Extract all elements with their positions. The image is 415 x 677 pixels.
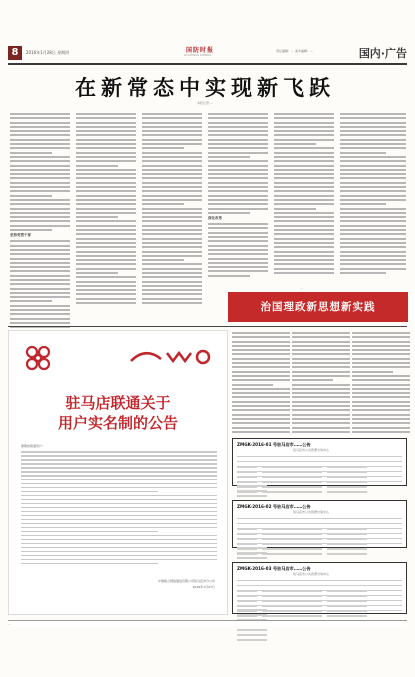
article-byline: 本报记者 … <box>197 101 213 105</box>
ad-body <box>21 451 217 567</box>
article-column-3 <box>142 113 202 306</box>
section-divider <box>8 326 407 327</box>
lower-article-column-2 <box>292 332 350 435</box>
article-column-5 <box>274 113 334 276</box>
article-column-1 <box>10 113 70 343</box>
page-footer: … <box>8 620 407 627</box>
lower-article-column-3 <box>352 332 410 435</box>
lower-article-column-1 <box>232 332 290 435</box>
main-headline: 在新常态中实现新飞跃 <box>75 76 335 100</box>
tender-notice-subtitle: 驻马店市公共资源交易中心 <box>293 448 330 452</box>
header-rule <box>8 63 407 65</box>
tender-notice-title: ZMGK-2016-03 号驻马店市……公告 <box>237 566 311 571</box>
ad-greeting: 尊敬的联通用户： <box>21 444 46 448</box>
page-number: 8 <box>8 46 22 60</box>
tender-notice-title: ZMGK-2016-01 号驻马店市……公告 <box>237 442 311 447</box>
unicom-advertisement <box>8 330 228 615</box>
tender-notice <box>232 562 407 614</box>
ad-title <box>19 393 217 433</box>
masthead-en: GUOFANG SHIBAO <box>184 53 212 57</box>
article-subhead-2: 深化改革 <box>208 216 222 221</box>
section-banner: 治国理政新思想新实践 <box>228 292 408 322</box>
tender-notice-subtitle: 驻马店市公共资源交易中心 <box>293 572 330 576</box>
header-editors: 责任编辑：… 美术编辑：… <box>276 49 313 53</box>
article-subhead: 坚持党管干部 <box>10 233 31 238</box>
tender-notice-subtitle: 驻马店市公共资源交易中心 <box>293 510 330 514</box>
unicom-logo-icon <box>21 341 55 375</box>
tender-notice <box>232 438 407 486</box>
ad-title-line-2: 用户实名制的公告 <box>57 414 178 432</box>
article-column-4 <box>208 113 268 279</box>
wo-brand-icon <box>127 347 222 365</box>
tender-notice-title: ZMGK-2016-02 号驻马店市……公告 <box>237 504 311 509</box>
article-column-2 <box>76 113 136 306</box>
ad-date: 2016年1月27日 <box>192 585 215 589</box>
header-date: 2016年1月28日 星期四 <box>26 50 70 55</box>
tender-notice-table <box>237 577 402 612</box>
article-column-6 <box>340 113 406 276</box>
section-title: 国内·广告 <box>358 47 407 60</box>
tender-notice <box>232 500 407 548</box>
ad-title-line-1: 驻马店联通关于 <box>65 394 171 412</box>
page-header <box>8 44 407 62</box>
masthead: 国防时报 <box>186 47 215 54</box>
tender-notice-table <box>237 515 402 545</box>
ad-signature: 中国联合网络通信有限公司驻马店市分公司 <box>157 579 215 583</box>
tender-notice-table <box>237 453 402 483</box>
article-caption: … <box>300 286 303 290</box>
